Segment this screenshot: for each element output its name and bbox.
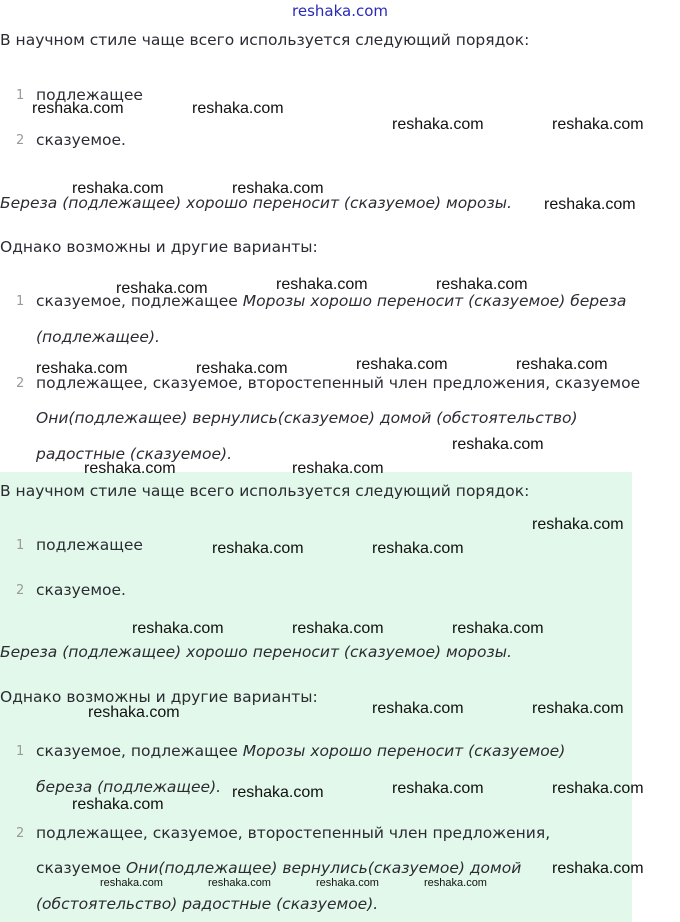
watermark: reshaka.com — [36, 360, 128, 377]
watermark: reshaka.com — [356, 356, 448, 373]
block2-variant-1-line-1 — [36, 742, 565, 760]
block2-intro: В научном стиле чаще всего используется следующий порядок: — [0, 482, 530, 500]
watermark: reshaka.com — [276, 276, 368, 293]
block2-example: Береза (подлежащее) хорошо переносит (сказуемое) морозы. — [0, 643, 512, 661]
watermark: reshaka.com — [88, 704, 180, 721]
block2-order-item-2: сказуемое. — [36, 581, 126, 599]
watermark: reshaka.com — [192, 100, 284, 117]
block1-order-num-1: 1 — [16, 88, 25, 103]
block2-order-num-1: 1 — [16, 538, 25, 553]
watermark: reshaka.com — [424, 877, 487, 889]
block2-variant-2-line-2 — [36, 859, 521, 877]
block2-order-num-2: 2 — [16, 583, 25, 598]
watermark: reshaka.com — [100, 877, 163, 889]
variant-label: сказуемое, подлежащее — [36, 292, 243, 310]
watermark: reshaka.com — [392, 116, 484, 133]
block2-variant-1-line-2: береза (подлежащее). — [36, 778, 222, 796]
watermark: reshaka.com — [372, 700, 464, 717]
watermark: reshaka.com — [232, 784, 324, 801]
block1-variant-2-line-1: подлежащее, сказуемое, второстепенный член предложения, сказуемое — [36, 374, 641, 392]
watermark: reshaka.com — [208, 877, 271, 889]
watermark: reshaka.com — [72, 180, 164, 197]
variant-example: Морозы хорошо переносит (сказуемое) — [242, 742, 566, 760]
watermark: reshaka.com — [372, 540, 464, 557]
block1-variant-num-1: 1 — [16, 294, 25, 309]
block2-other-intro: Однако возможны и другие варианты: — [0, 688, 318, 706]
variant-example: Морозы хорошо переносит (сказуемое) береза — [242, 292, 627, 310]
variant-label: сказуемое — [36, 859, 126, 877]
watermark: reshaka.com — [212, 540, 304, 557]
block1-order-num-2: 2 — [16, 133, 25, 148]
block2-order-item-1: подлежащее — [36, 536, 143, 554]
block1-variant-2-line-2: Они(подлежащее) вернулись(сказуемое) домой (обстоятельство) — [36, 409, 578, 427]
block2-variant-2-line-3: (обстоятельство) радостные (сказуемое). — [36, 895, 379, 913]
block2-variant-2-line-1: подлежащее, сказуемое, второстепенный член предложения, — [36, 824, 551, 842]
watermark: reshaka.com — [452, 436, 544, 453]
block1-order-item-1: подлежащее — [36, 86, 143, 104]
block1-order-item-2: сказуемое. — [36, 131, 126, 149]
watermark: reshaka.com — [316, 877, 379, 889]
watermark: reshaka.com — [552, 860, 644, 877]
watermark: reshaka.com — [196, 360, 288, 377]
block1-other-intro: Однако возможны и другие варианты: — [0, 238, 318, 256]
block1-variant-2-line-3: радостные (сказуемое). — [36, 445, 232, 463]
watermark: reshaka.com — [292, 620, 384, 637]
watermark: reshaka.com — [544, 196, 636, 213]
block1-intro: В научном стиле чаще всего используется следующий порядок: — [0, 31, 530, 49]
watermark: reshaka.com — [532, 516, 624, 533]
watermark: reshaka.com — [72, 796, 164, 813]
watermark: reshaka.com — [436, 276, 528, 293]
variant-example: Они(подлежащее) вернулись(сказуемое) домой — [125, 859, 522, 877]
watermark: reshaka.com — [552, 780, 644, 797]
block1-example: Береза (подлежащее) хорошо переносит (сказуемое) морозы. — [0, 194, 512, 212]
site-header[interactable]: reshaka.com — [292, 2, 388, 20]
variant-label: сказуемое, подлежащее — [36, 742, 243, 760]
watermark: reshaka.com — [452, 620, 544, 637]
watermark: reshaka.com — [132, 620, 224, 637]
watermark: reshaka.com — [32, 100, 124, 117]
block2-variant-num-1: 1 — [16, 744, 25, 759]
watermark: reshaka.com — [552, 116, 644, 133]
watermark: reshaka.com — [532, 700, 624, 717]
watermark: reshaka.com — [84, 460, 176, 477]
watermark: reshaka.com — [392, 780, 484, 797]
watermark: reshaka.com — [292, 460, 384, 477]
block1-variant-1-line-2: (подлежащее). — [36, 328, 160, 346]
watermark: reshaka.com — [116, 280, 208, 297]
block2-variant-num-2: 2 — [16, 826, 25, 841]
watermark: reshaka.com — [232, 180, 324, 197]
block1-variant-num-2: 2 — [16, 376, 25, 391]
watermark: reshaka.com — [516, 356, 608, 373]
